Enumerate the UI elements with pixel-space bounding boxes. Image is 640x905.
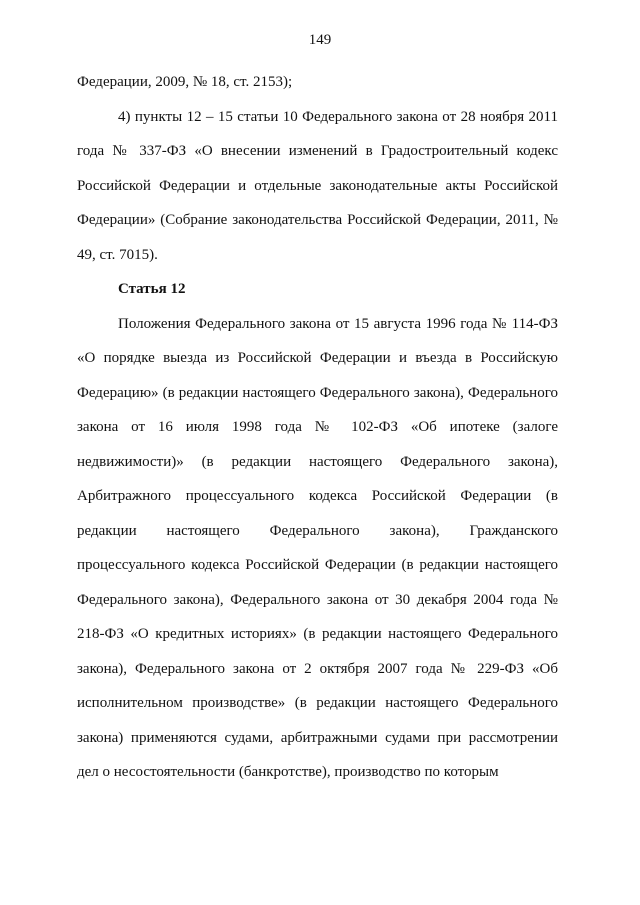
- page-number: 149: [308, 32, 332, 48]
- paragraph-article-12: Положения Федерального закона от 15 августа 1996 года № 114-ФЗ «О порядке выезда из Российской Федерации и въезда в Российскую Федерацию» (в редакции настоящего Федерального закона), Федерального закона от 16 июля 1998 года № 102-ФЗ «Об ипотеке (залоге недвижимости)» (в редакции настоящего Федерального закона), Арбитражного процессуального кодекса Российской Федерации (в редакции настоящего Федерального закона), Гражданского процессуального кодекса Российской Федерации (в редакции настоящего Федерального закона), Федерального закона от 30 декабря 2004 года № 218-ФЗ «О кредитных историях» (в редакции настоящего Федерального закона), Федерального закона от 2 октября 2007 года № 229-ФЗ «Об исполнительном производстве» (в редакции настоящего Федерального закона) применяются судами, арбитражными судами при рассмотрении дел о несостоятельности (банкротстве), производство по которым: [77, 315, 558, 780]
- paragraph-item-4: 4) пункты 12 – 15 статьи 10 Федерального закона от 28 ноября 2011 года № 337-ФЗ «О внесении изменений в Градостроительный кодекс Российской Федерации и отдельные законодательные акты Российской Федерации» (Собрание законодательства Российской Федерации, 2011, № 49, ст. 7015).: [77, 108, 558, 263]
- article-heading: Статья 12: [118, 281, 186, 297]
- document-body: [77, 65, 558, 790]
- paragraph-continuation: Федерации, 2009, № 18, ст. 2153);: [77, 74, 293, 90]
